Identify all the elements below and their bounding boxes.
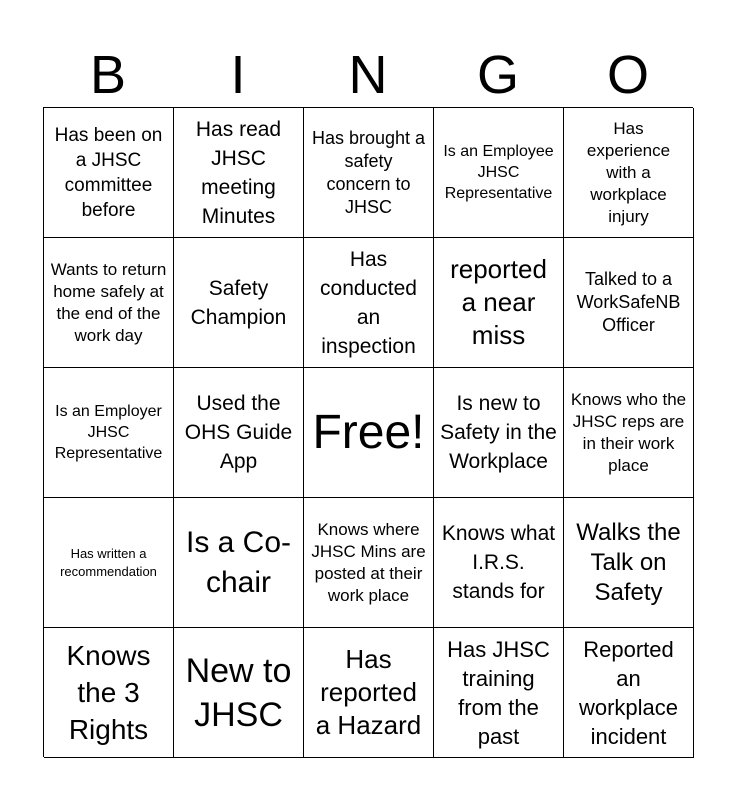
bingo-cell[interactable] xyxy=(304,628,434,758)
bingo-cell[interactable] xyxy=(434,628,564,758)
cell-text: Wants to return home safely at the end of the work day xyxy=(50,259,167,345)
bingo-cell[interactable] xyxy=(44,238,174,368)
cell-text: Walks the Talk on Safety xyxy=(576,518,681,606)
cell-text: Is a Co-chair xyxy=(185,525,292,599)
cell-text: Is an Employee JHSC Representative xyxy=(443,143,554,202)
cell-text: Knows what I.R.S. stands for xyxy=(441,522,556,603)
cell-text: Reported an workplace incident xyxy=(578,636,679,749)
bingo-cell[interactable] xyxy=(44,498,174,628)
bingo-cell[interactable] xyxy=(44,108,174,238)
bingo-header xyxy=(43,44,693,106)
bingo-grid xyxy=(43,107,693,757)
bingo-cell[interactable] xyxy=(564,108,694,238)
cell-text: Has conducted an inspection xyxy=(320,247,417,358)
header-letter-n: N xyxy=(348,45,388,105)
bingo-cell[interactable] xyxy=(174,238,304,368)
bingo-cell[interactable] xyxy=(564,238,694,368)
bingo-cell[interactable] xyxy=(174,498,304,628)
bingo-cell[interactable] xyxy=(564,628,694,758)
bingo-cell[interactable] xyxy=(174,628,304,758)
cell-text: Has brought a safety concern to JHSC xyxy=(311,127,426,217)
bingo-cell[interactable] xyxy=(304,238,434,368)
cell-text: Safety Champion xyxy=(190,276,287,329)
cell-text: Has written a recommendation xyxy=(60,545,157,579)
bingo-cell[interactable] xyxy=(44,628,174,758)
cell-text: Has been on a JHSC committee before xyxy=(54,124,163,221)
bingo-cell[interactable] xyxy=(304,498,434,628)
cell-text: New to JHSC xyxy=(185,651,292,734)
cell-text: reported a near miss xyxy=(450,254,547,350)
cell-text: Knows where JHSC Mins are posted at their work place xyxy=(311,519,426,605)
header-letter-o: O xyxy=(606,45,649,105)
bingo-cell[interactable] xyxy=(434,108,564,238)
bingo-cell[interactable] xyxy=(434,238,564,368)
bingo-cell[interactable] xyxy=(434,368,564,498)
cell-text: Talked to a WorkSafeNB Officer xyxy=(576,269,681,335)
bingo-cell[interactable] xyxy=(564,498,694,628)
free-text: Free! xyxy=(312,405,425,459)
header-letter-i: I xyxy=(230,45,246,105)
bingo-cell[interactable] xyxy=(174,108,304,238)
cell-text: Has JHSC training from the past xyxy=(447,636,550,749)
cell-text: Has reported a Hazard xyxy=(315,644,422,740)
free-space[interactable] xyxy=(304,368,434,498)
cell-text: Has read JHSC meeting Minutes xyxy=(195,117,282,228)
cell-text: Used the OHS Guide App xyxy=(184,392,293,473)
cell-text: Knows the 3 Rights xyxy=(66,640,151,745)
bingo-cell[interactable] xyxy=(304,108,434,238)
bingo-cell[interactable] xyxy=(434,498,564,628)
bingo-cell[interactable] xyxy=(174,368,304,498)
bingo-cell[interactable] xyxy=(564,368,694,498)
header-letter-g: G xyxy=(476,45,519,105)
cell-text: Is an Employer JHSC Representative xyxy=(54,403,163,462)
bingo-cell[interactable] xyxy=(44,368,174,498)
cell-text: Knows who the JHSC reps are in their work place xyxy=(570,389,687,475)
cell-text: Is new to Safety in the Workplace xyxy=(440,392,557,473)
header-letter-b: B xyxy=(89,45,127,105)
cell-text: Has experience with a workplace injury xyxy=(586,118,671,226)
